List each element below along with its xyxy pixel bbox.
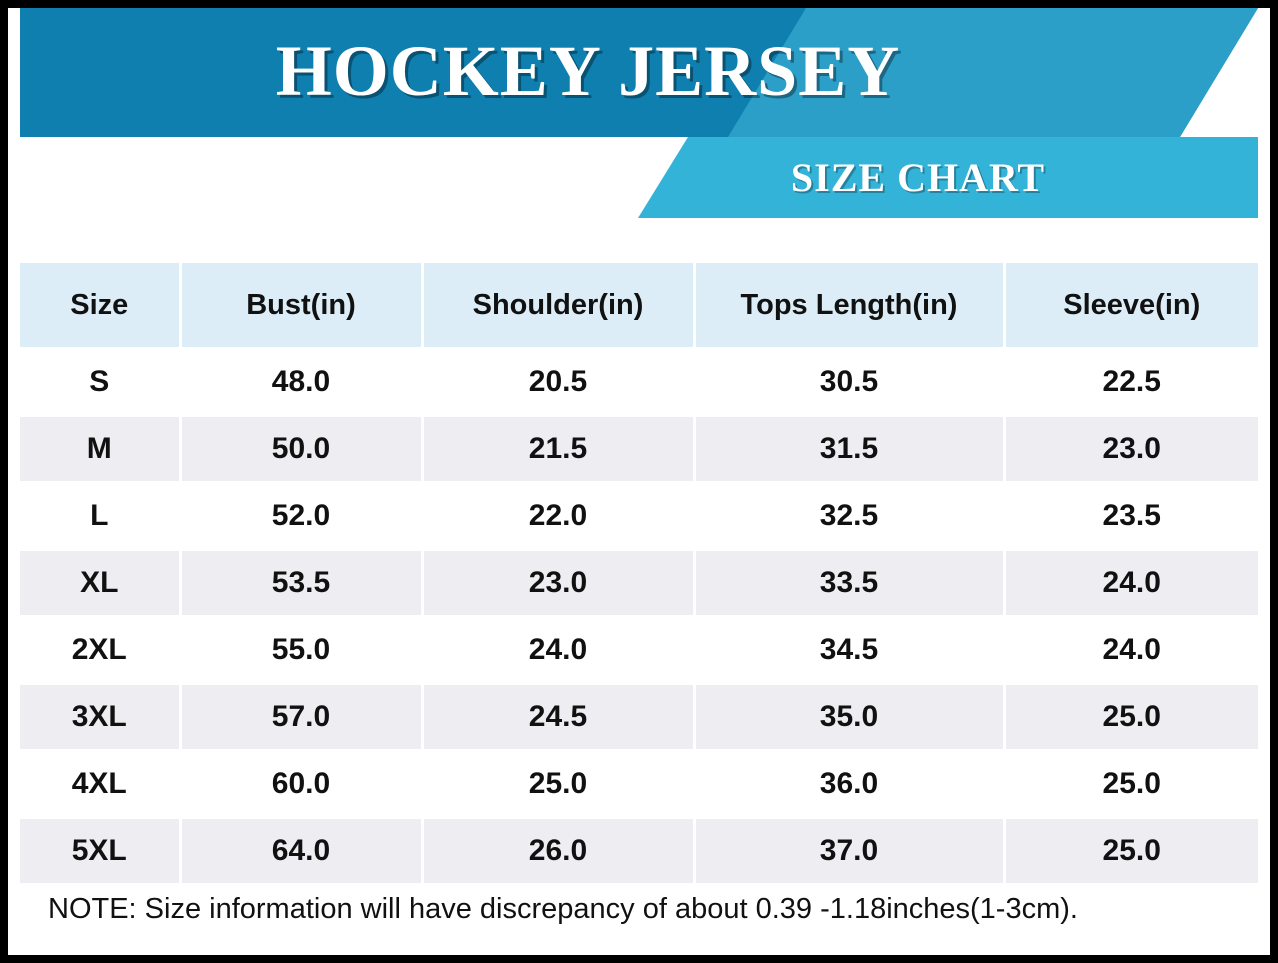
table-row — [20, 684, 1258, 751]
cell-tops-length: 32.5 — [694, 483, 1004, 550]
header-banner — [8, 8, 1270, 218]
table-row — [20, 416, 1258, 483]
cell-size: 3XL — [20, 684, 180, 751]
table-row — [20, 550, 1258, 617]
cell-sleeve: 25.0 — [1004, 684, 1258, 751]
cell-tops-length: 37.0 — [694, 818, 1004, 885]
cell-sleeve: 23.0 — [1004, 416, 1258, 483]
cell-tops-length: 33.5 — [694, 550, 1004, 617]
table-header — [20, 263, 1258, 349]
table-row — [20, 617, 1258, 684]
table-row — [20, 751, 1258, 818]
cell-size: L — [20, 483, 180, 550]
column-header-size: Size — [20, 263, 180, 349]
page-title: HOCKEY JERSEY — [275, 31, 901, 111]
cell-shoulder: 23.0 — [422, 550, 694, 617]
table-body — [20, 349, 1258, 885]
cell-tops-length: 35.0 — [694, 684, 1004, 751]
cell-sleeve: 22.5 — [1004, 349, 1258, 416]
cell-sleeve: 24.0 — [1004, 617, 1258, 684]
column-header-tops-length: Tops Length(in) — [694, 263, 1004, 349]
table-row — [20, 349, 1258, 416]
size-table-container — [20, 263, 1258, 886]
cell-bust: 53.5 — [180, 550, 422, 617]
cell-bust: 52.0 — [180, 483, 422, 550]
cell-sleeve: 25.0 — [1004, 818, 1258, 885]
cell-sleeve: 23.5 — [1004, 483, 1258, 550]
size-table — [20, 263, 1258, 886]
column-header-bust: Bust(in) — [180, 263, 422, 349]
cell-bust: 60.0 — [180, 751, 422, 818]
cell-tops-length: 30.5 — [694, 349, 1004, 416]
cell-shoulder: 25.0 — [422, 751, 694, 818]
cell-tops-length: 34.5 — [694, 617, 1004, 684]
cell-bust: 57.0 — [180, 684, 422, 751]
cell-size: 5XL — [20, 818, 180, 885]
cell-tops-length: 36.0 — [694, 751, 1004, 818]
size-note: NOTE: Size information will have discrepancy of about 0.39 -1.18inches(1-3cm). — [48, 893, 1078, 925]
cell-bust: 64.0 — [180, 818, 422, 885]
cell-size: M — [20, 416, 180, 483]
column-header-shoulder: Shoulder(in) — [422, 263, 694, 349]
cell-size: 4XL — [20, 751, 180, 818]
cell-size: 2XL — [20, 617, 180, 684]
cell-bust: 50.0 — [180, 416, 422, 483]
cell-shoulder: 22.0 — [422, 483, 694, 550]
table-header-row — [20, 263, 1258, 349]
column-header-sleeve: Sleeve(in) — [1004, 263, 1258, 349]
table-row — [20, 818, 1258, 885]
cell-shoulder: 24.0 — [422, 617, 694, 684]
cell-size: S — [20, 349, 180, 416]
cell-bust: 48.0 — [180, 349, 422, 416]
cell-shoulder: 20.5 — [422, 349, 694, 416]
cell-bust: 55.0 — [180, 617, 422, 684]
cell-shoulder: 21.5 — [422, 416, 694, 483]
cell-sleeve: 24.0 — [1004, 550, 1258, 617]
cell-size: XL — [20, 550, 180, 617]
cell-shoulder: 24.5 — [422, 684, 694, 751]
page-subtitle: SIZE CHART — [790, 155, 1046, 200]
cell-tops-length: 31.5 — [694, 416, 1004, 483]
size-chart-sheet — [8, 8, 1270, 955]
cell-sleeve: 25.0 — [1004, 751, 1258, 818]
table-row — [20, 483, 1258, 550]
cell-shoulder: 26.0 — [422, 818, 694, 885]
